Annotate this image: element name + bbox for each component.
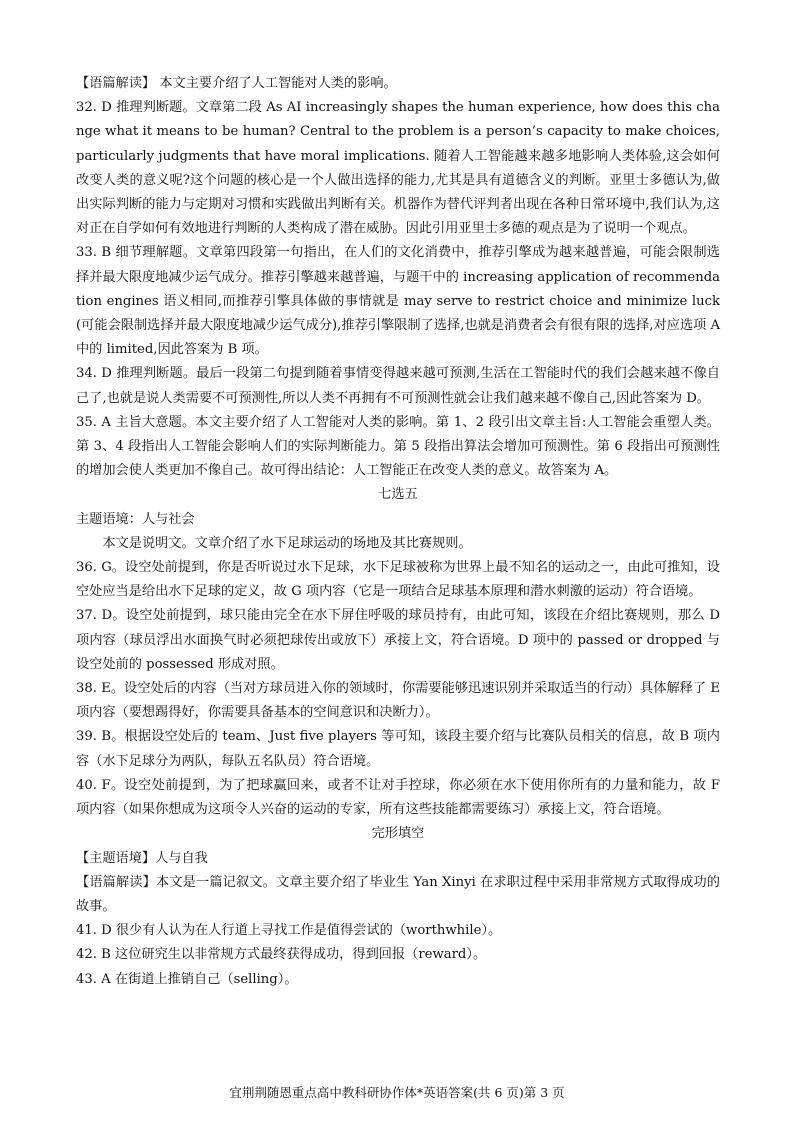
paragraph: 39. B。根据设空处后的 team、Just five players 等可知，该段主要介绍与比赛队员相关的信息，故 B 项内容（水下足球分为两队，每队五名队员）符合语境。 bbox=[76, 729, 720, 769]
paragraph: 36. G。设空处前提到，你是否听说过水下足球，水下足球被称为世界上最不知名的运动之一，由此可推知，设空处应当是给出水下足球的定义，故 G 项内容（它是一项结合足球基本原理和潜水刺激的运动）符合语境。 bbox=[76, 560, 720, 600]
paragraph: 【语篇解读】 本文主要介绍了人工智能对人类的影响。 bbox=[76, 76, 397, 91]
paragraph: 40. F。设空处前提到，为了把球赢回来，或者不让对手控球，你必须在水下使用你所有的力量和能力，故 F 项内容（如果你想成为这项令人兴奋的运动的专家，所有这些技能都需要练习）承接上文，符合语境。 bbox=[76, 777, 720, 818]
paragraph: 34. D 推理判断题。最后一段第二句提到随着事情变得越来越可预测,生活在工智能时代的我们会越来越不像自己了,也就是说人类需要不可预测性,所以人类不再拥有不可预测性就会让我们越来越不像自己,因此答案为 D。 bbox=[76, 366, 720, 406]
paragraph: 37. D。设空处前提到，球只能由完全在水下屏住呼吸的球员持有，由此可知，该段在介绍比赛规则，那么 D 项内容（球员浮出水面换气时必须把球传出或放下）承接上文，符合语境。D 项中的 passed or dropped 与设空处前的 possessed 形成对照。 bbox=[76, 608, 720, 672]
paragraph: 32. D 推理判断题。文章第二段 As AI increasingly shapes the human experience, how does this change what it means to be human? Central to the problem is a person’s capacity to make choices, particularly judgments that have moral implications. 随着人工智能越来越多地影响人类体验,这会如何改变人类的意义呢?这个问题的核心是一个人做出选择的能力,尤其是具有道德含义的判断。亚里士多德认为,做出实际判断的能力与定期对习惯和实践做出判断有关。机器作为替代评判者出现在各种日常环境中,我们认为,这对正在自学如何有效地进行判断的人类构成了潜在威胁。因此引用亚里士多德的观点是为了说明一个观点。 bbox=[76, 100, 720, 237]
section-heading: 完形填空 bbox=[371, 826, 425, 842]
paragraph: 43. A 在街道上推销自己（selling）。 bbox=[76, 971, 298, 987]
paragraph: 本文是说明文。文章介绍了水下足球运动的场地及其比赛规则。 bbox=[102, 535, 472, 551]
paragraph: 33. B 细节理解题。文章第四段第一句指出，在人们的文化消费中，推荐引擎成为越来越普遍，可能会限制选择并最大限度地减少运气成分。推荐引擎越来越普遍，与题干中的 increasing application of recommendation engines 语义相同,而推荐引擎具体做的事情就是 may serve to restrict choice and minimize luck(可能会限制选择并最大限度地减少运气成分),推荐引擎限制了选择,也就是消费者会有很有限的选择,对应选项 A 中的 limited,因此答案为 B 项。 bbox=[76, 245, 720, 358]
answer-explanations bbox=[76, 72, 720, 992]
paragraph: 35. A 主旨大意题。本文主要介绍了人工智能对人类的影响。第 1、2 段引出文章主旨:人工智能会重塑人类。第 3、4 段指出人工智能会影响人们的实际判断能力。第 5 段指出算法会增加可预测性。第 6 段指出可预测性的增加会使人类更加不像自己。故可得出结论：人工智能正在改变人类的意义。故答案为 A。 bbox=[76, 414, 720, 479]
paragraph: 【语篇解读】本文是一篇记叙文。文章主要介绍了毕业生 Yan Xinyi 在求职过程中采用非常规方式取得成功的故事。 bbox=[76, 874, 720, 914]
paragraph: 42. B 这位研究生以非常规方式最终获得成功，得到回报（reward）。 bbox=[76, 947, 487, 963]
section-heading: 七选五 bbox=[378, 487, 418, 503]
paragraph: 38. E。设空处后的内容（当对方球员进入你的领域时，你需要能够迅速识别并采取适当的行动）具体解释了 E 项内容（要想踢得好，你需要具备基本的空间意识和决断力）。 bbox=[76, 681, 720, 721]
paragraph: 【主题语境】人与自我 bbox=[76, 850, 208, 866]
paragraph: 主题语境：人与社会 bbox=[76, 511, 195, 527]
paragraph: 41. D 很少有人认为在人行道上寻找工作是值得尝试的（worthwhile）。 bbox=[76, 923, 502, 939]
page-footer: 宜荆荆随恩重点高中教科研协作体*英语答案(共 6 页)第 3 页 bbox=[229, 1085, 565, 1100]
